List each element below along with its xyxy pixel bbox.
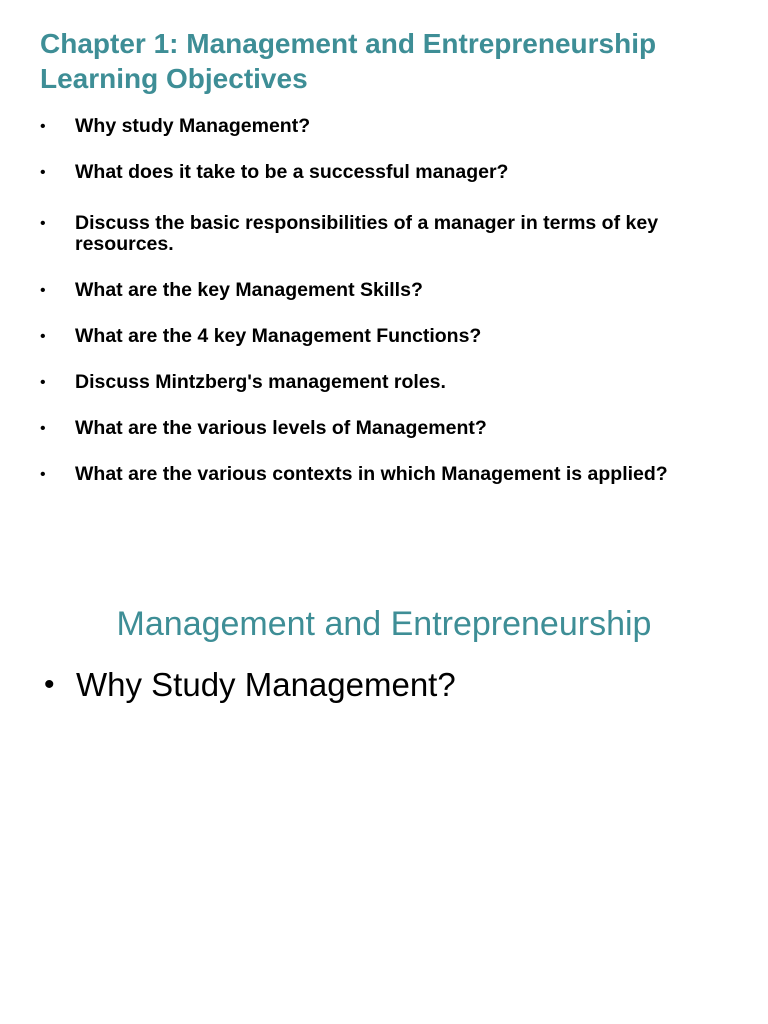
objective-text: What are the various levels of Management? xyxy=(75,417,487,439)
objective-text: What are the various contexts in which Management is applied? xyxy=(75,463,668,485)
list-item xyxy=(40,116,730,137)
title-line-objectives: Learning Objectives xyxy=(40,63,308,94)
bullet-icon: • xyxy=(40,118,46,135)
objective-text: What are the key Management Skills? xyxy=(75,279,423,301)
bullet-icon: • xyxy=(44,668,55,701)
objective-text: What are the 4 key Management Functions? xyxy=(75,325,482,347)
list-item xyxy=(44,664,456,706)
bullet-icon: • xyxy=(40,374,46,391)
list-item xyxy=(40,418,730,439)
bullet-icon: • xyxy=(40,282,46,299)
slide-title xyxy=(40,26,740,96)
slide-title: Management and Entrepreneurship xyxy=(116,605,652,643)
slide-why-study-management xyxy=(0,560,768,1024)
list-item xyxy=(40,372,730,393)
list-item xyxy=(40,280,730,301)
bullet-icon: • xyxy=(40,420,46,437)
objective-text: Discuss the basic responsibilities of a manager in terms of key resources. xyxy=(75,212,659,255)
bullet-icon: • xyxy=(40,215,46,232)
objective-text: Why study Management? xyxy=(75,115,311,137)
main-point-text: Why Study Management? xyxy=(76,666,456,703)
objective-text: What does it take to be a successful manager? xyxy=(75,161,509,183)
bullet-icon: • xyxy=(40,164,46,181)
list-item xyxy=(40,213,730,255)
list-item xyxy=(40,464,730,485)
list-item xyxy=(40,162,730,183)
title-line-chapter: Chapter 1: Management and Entrepreneurship xyxy=(40,28,657,59)
list-item xyxy=(40,326,730,347)
bullet-icon: • xyxy=(40,466,46,483)
objective-text: Discuss Mintzberg's management roles. xyxy=(75,371,446,393)
bullet-icon: • xyxy=(40,328,46,345)
